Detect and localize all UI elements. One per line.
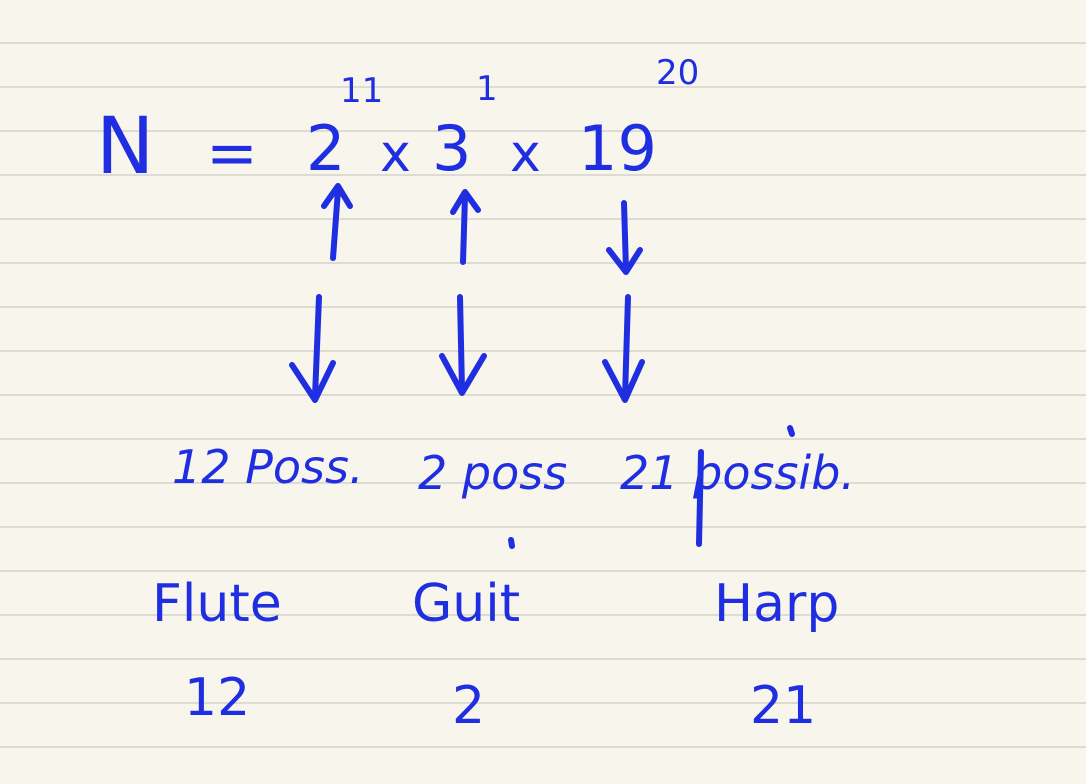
factor-base-3: 3	[432, 112, 472, 185]
instrument-flute: Flute	[152, 574, 282, 634]
pen-dot-guit	[511, 540, 512, 546]
factor-exponent-11: 11	[340, 71, 384, 111]
factor-exponent-1: 1	[476, 69, 498, 109]
count-flute: 12	[184, 668, 251, 728]
factor-base-2: 2	[306, 112, 346, 185]
count-guit: 2	[452, 676, 486, 736]
pen-dot-possib	[790, 428, 792, 434]
up-arrow-3	[453, 192, 478, 262]
instrument-harp: Harp	[714, 574, 840, 634]
factor-base-19: 19	[578, 112, 657, 185]
instrument-guit: Guit	[412, 574, 521, 634]
times-sign-1: x	[380, 124, 411, 184]
possibilities-harp: 21 possib.	[620, 446, 856, 500]
down-arrow-harp	[605, 297, 642, 400]
times-sign-2: x	[510, 124, 541, 184]
up-arrow-2	[324, 186, 350, 258]
count-harp: 21	[750, 676, 817, 736]
possibilities-flute: 12 Poss.	[172, 440, 364, 494]
down-arrow-19	[609, 203, 640, 272]
down-arrow-guit	[442, 297, 484, 393]
possibilities-guit: 2 poss	[418, 446, 568, 500]
down-arrow-flute	[292, 297, 333, 400]
equals-sign: =	[206, 116, 258, 189]
factor-exponent-20: 20	[656, 53, 700, 93]
variable-n: N	[96, 102, 155, 192]
